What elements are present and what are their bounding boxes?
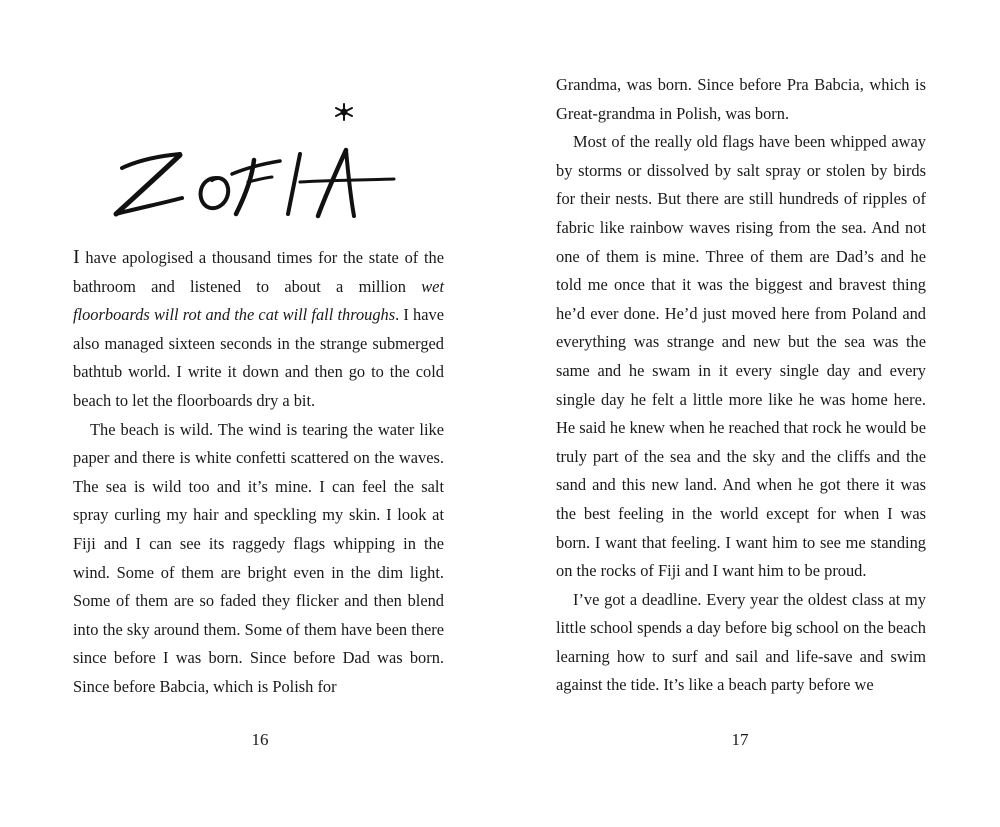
page-number: 17 bbox=[731, 730, 749, 749]
paragraph: The beach is wild. The wind is tearing the water like paper and there is white confetti scattered on the waves. The sea is wild too and it’s mine. I can feel the salt spray curling my hair and speckling my skin. I look at Fiji and I can see its raggedy flags whipping in the wind. Some of them are bright even in the dim light. Some of them are so faded they flicker and then blend into the sky around them. Some of them have been there since before I was born. Since before Dad was born. Since before Babcia, which is Polish for bbox=[73, 419, 444, 696]
right-page bbox=[500, 0, 1000, 827]
paragraph: Grandma, was born. Since before Pra Babcia, which is Great-grandma in Polish, was born. bbox=[556, 75, 926, 123]
paragraph-text: . I have also managed sixteen seconds in the strange submerged bathtub world. I write it down and then go to the cold beach to let the floorboards dry a bit. bbox=[73, 305, 444, 410]
paragraph: Most of the really old flags have been whipped away by storms or dissolved by salt spray or stolen by birds for their nests. But there are still hundreds of ripples of fabric like rainbow waves rising from the sea. And not one of them is mine. Three of them are Dad’s and he told me once that it was the biggest and bravest thing he’d ever done. He’d just moved here from Poland and everything was strange and new but the sea was the same and he swam in it every single day and every single day he felt a little more like he was home here. He said he knew when he reached that rock he would be truly part of the sea and the sky and the cliffs and the sand and this new land. And when he got there it was the best feeling in the world except for when I was born. I want that feeling. I want him to see me standing on the rocks of Fiji and I want him to be proud. bbox=[556, 132, 926, 581]
paragraph: I’ve got a deadline. Every year the oldest class at my little school spends a day before big school on the beach learning how to surf and sail and life-save and swim against the tide. It’s like a beach party before we bbox=[556, 589, 926, 695]
drop-cap: I bbox=[73, 246, 80, 268]
star-accent-icon bbox=[336, 104, 352, 120]
paragraph bbox=[73, 243, 444, 416]
paragraph-text: have apologised a thousand times for the state of the bathroom and listened to about a million bbox=[73, 248, 444, 296]
italic-quote: wet floorboards will rot and the cat will fall throughs bbox=[73, 276, 444, 325]
page-number: 16 bbox=[251, 730, 269, 749]
left-page-body bbox=[73, 243, 444, 702]
right-page-body bbox=[556, 71, 926, 700]
chapter-title-handwritten bbox=[104, 98, 404, 228]
